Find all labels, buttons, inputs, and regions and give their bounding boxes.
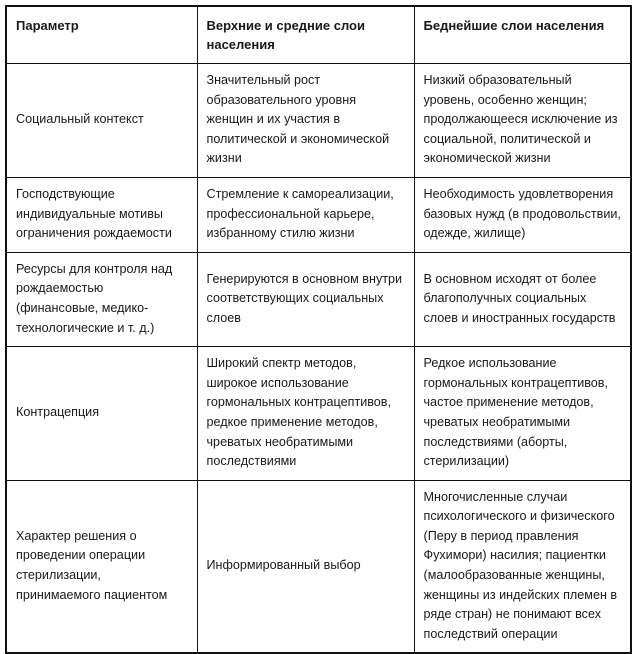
comparison-table-container [5,5,630,641]
cell-parameter: Ресурсы для контроля над рождаемостью (финансовые, медико-технологические и т. д.) [6,252,197,346]
table-row [6,480,631,653]
column-header-parameter: Параметр [6,6,197,64]
cell-upper-middle: Значительный рост образовательного уровня женщин и их участия в политической и экономической жизни [197,64,414,178]
cell-poorest: Редкое использование гормональных контрацептивов, частое применение методов, чреватых необратимыми последствиями (аборты, стерилизации) [414,347,631,481]
cell-parameter: Контрацепция [6,347,197,481]
column-header-upper-middle-strata: Верхние и средние слои населения [197,6,414,64]
cell-upper-middle: Стремление к самореализации, профессиональной карьере, избранному стилю жизни [197,177,414,252]
table-header [6,6,631,64]
table-row [6,347,631,481]
cell-upper-middle: Генерируются в основном внутри соответствующих социальных слоев [197,252,414,346]
cell-poorest: Необходимость удовлетворения базовых нужд (в продовольствии, одежде, жилище) [414,177,631,252]
table-header-row [6,6,631,64]
comparison-table [5,5,632,654]
cell-upper-middle: Широкий спектр методов, широкое использование гормональных контрацептивов, редкое применение методов, чреватых необратимыми последствиями [197,347,414,481]
table-row [6,64,631,178]
cell-upper-middle: Информированный выбор [197,480,414,653]
table-body [6,64,631,654]
cell-poorest: Многочисленные случаи психологического и физического (Перу в период правления Фухимори) насилия; пациентки (малообразованные женщины, женщины из индейских племен в ряде стран) не понимают всех последствий операции [414,480,631,653]
column-header-poorest-strata: Беднейшие слои населения [414,6,631,64]
cell-parameter: Социальный контекст [6,64,197,178]
cell-poorest: В основном исходят от более благополучных социальных слоев и иностранных государств [414,252,631,346]
cell-parameter: Господствующие индивидуальные мотивы ограничения рождаемости [6,177,197,252]
cell-parameter: Характер решения о проведении операции стерилизации, принимаемого пациентом [6,480,197,653]
cell-poorest: Низкий образовательный уровень, особенно женщин; продолжающееся исключение из социальной, политической и экономической жизни [414,64,631,178]
table-row [6,177,631,252]
table-row [6,252,631,346]
